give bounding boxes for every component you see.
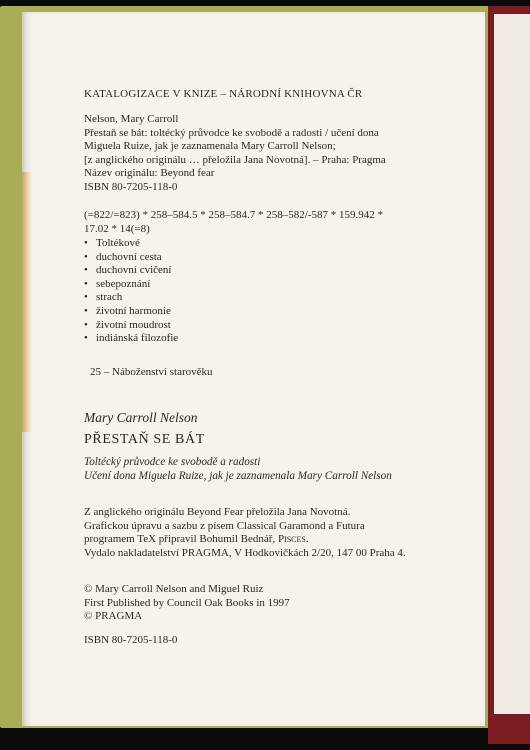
catalog-line: Nelson, Mary Carroll [84,113,179,125]
copyright-line: First Published by Council Oak Books in 1997 [84,596,290,609]
subject-item: • strach [84,291,123,304]
subtitle [84,455,392,483]
subject-item: • indiánská filozofie [84,332,179,345]
subtitle-line: Učení dona Miguela Ruize, jak je zaznamenala Mary Carroll Nelson [84,470,392,482]
subject-item: • duchovní cesta [84,250,162,263]
subject-item: • sebepoznání [84,277,151,290]
copyright-line: © PRAGMA [84,610,143,623]
credits-line: Grafickou úpravu a sazbu z písem Classical Garamond a Futura [84,519,365,532]
catalog-line: Miguela Ruize, jak je zaznamenala Mary Carroll Nelson; [84,140,336,153]
imprint-page [22,12,485,726]
catalog-line: ISBN 80-7205-118-0 [84,180,178,193]
facing-page [494,14,530,714]
catalog-record [84,113,386,195]
catalog-header: KATALOGIZACE V KNIZE – NÁRODNÍ KNIHOVNA ČR [84,88,363,100]
copyright-line: © Mary Carroll Nelson and Miguel Ruiz [84,583,264,595]
subject-item: • Toltékové [84,237,140,249]
book-title: PŘESTAŇ SE BÁT [84,432,205,447]
copyright [84,583,290,624]
subject-item: • životní harmonie [84,304,171,317]
credits-pisces: Pisces. [277,533,309,546]
catalog-line: Název originálu: Beyond fear [84,167,215,180]
credits-line: programem TeX připravil Bohumil Bednář, Pisces. [84,533,309,546]
classification [84,209,383,236]
subject-list [84,237,178,346]
credits-line: Z anglického originálu Beyond Fear přeložila Jana Novotná. [84,506,351,518]
isbn: ISBN 80-7205-118-0 [84,634,178,646]
catalog-line: Přestaň se bát: toltécký průvodce ke svobodě a radosti / učení dona [84,126,379,139]
classification-line: 17.02 * 14(=8) [84,222,150,235]
catalog-line: [z anglického originálu … přeložila Jana Novotná]. – Praha: Pragma [84,153,386,166]
page-stain [22,172,32,432]
subtitle-line: Toltécký průvodce ke svobodě a radosti [84,456,261,468]
subject-item: • duchovní cvičení [84,264,172,277]
subject-item: • životní moudrost [84,318,171,331]
credits [84,506,406,560]
classification-line: (=822/=823) * 258–584.5 * 258–584.7 * 258–582/-587 * 159.942 * [84,209,384,221]
subject-section: 25 – Náboženství starověku [90,366,213,378]
author-name: Mary Carroll Nelson [84,410,198,425]
credits-line: Vydalo nakladatelství PRAGMA, V Hodkovičkách 2/20, 147 00 Praha 4. [84,546,406,559]
